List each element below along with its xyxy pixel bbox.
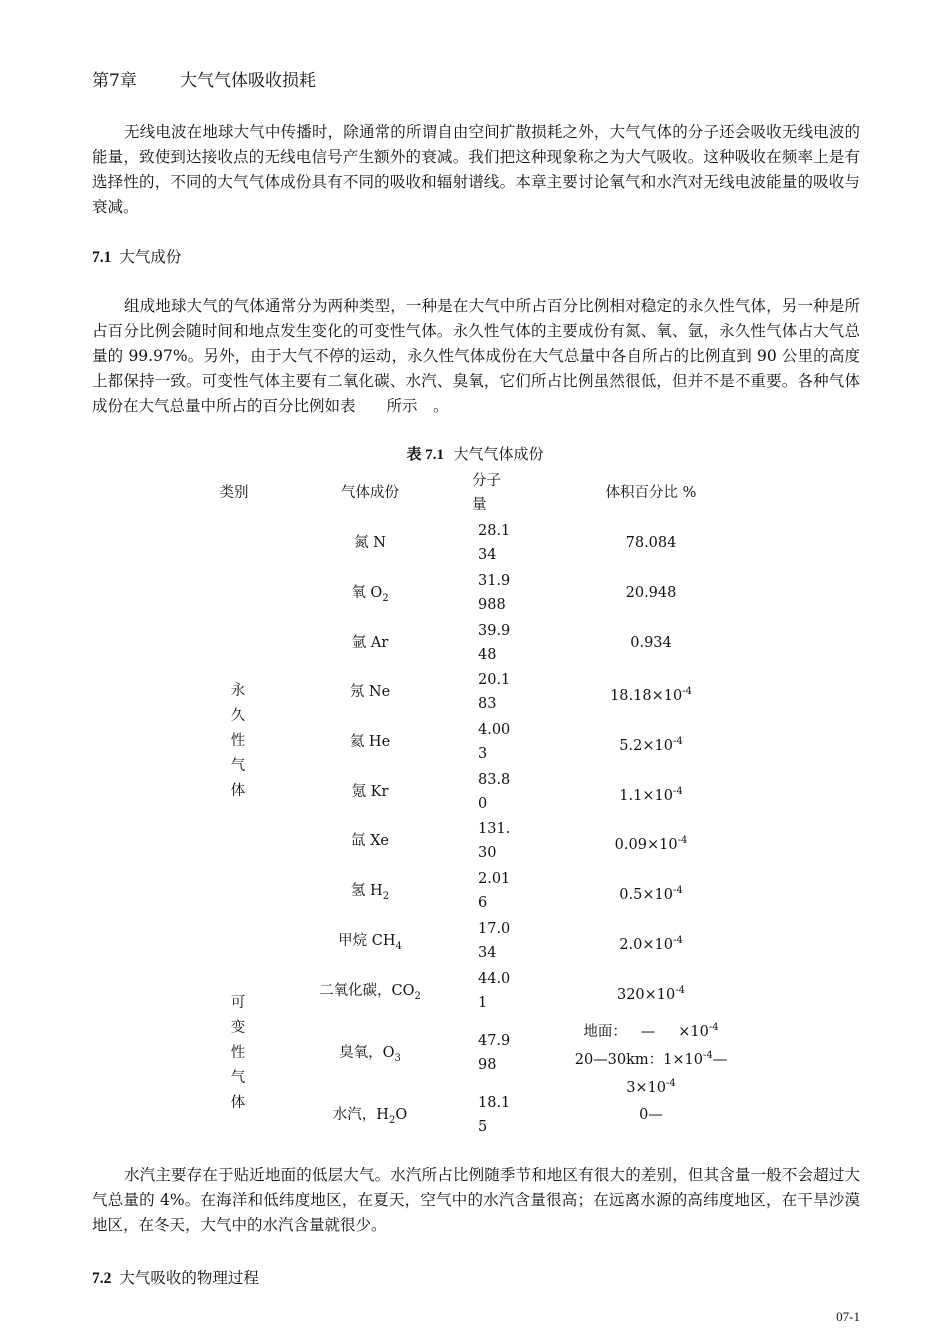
category-variable-gases — [226, 991, 250, 1116]
mol-xenon: 131.30 — [478, 821, 511, 861]
mol-ozone: 47.998 — [478, 1033, 511, 1073]
mol-krypton: 83.80 — [478, 772, 511, 812]
section-title: 大气吸收的物理过程 — [119, 1269, 259, 1287]
gas-carbon-dioxide: 二氧化碳，$CO_2$ — [319, 983, 421, 1002]
chapter-title: 大气气体吸收损耗 — [180, 71, 316, 91]
vol-carbon-dioxide: $320\times 10^{-4}$ — [616, 985, 686, 1003]
section-number: 7.1 — [92, 249, 112, 266]
category-char: 气 — [230, 758, 246, 774]
gas-ozone: 臭氧，$O_3$ — [339, 1045, 401, 1064]
water-vapour-paragraph: 水汽主要存在于贴近地面的低层大气。水汽所占比例随季节和地区有很大的差别，但其含量一般不会超过大气总量的 4%。在海洋和低纬度地区，在夏天，空气中的水汽含量很高；在远离水源的高纬度地区，在干旱沙漠地区，在冬天，大气中的水汽含量就很少。 — [92, 1166, 860, 1234]
vol-nitrogen: 78.084 — [625, 535, 677, 551]
category-char: 久 — [230, 708, 246, 724]
category-char: 永 — [230, 683, 246, 699]
header-category: 类别 — [219, 485, 249, 501]
gas-xenon: 氙 Xe — [350, 833, 389, 849]
vol-oxygen: 20.948 — [625, 585, 677, 601]
vol-hydrogen: $0.5\times 10^{-4}$ — [619, 885, 683, 903]
category-char: 性 — [230, 733, 246, 749]
category-char: 变 — [230, 1020, 246, 1036]
mol-oxygen: 31.9988 — [478, 573, 511, 613]
mol-nitrogen: 28.134 — [478, 523, 511, 563]
chapter-heading — [92, 66, 316, 91]
category-char: 气 — [230, 1070, 246, 1086]
gas-hydrogen: 氢 $H_2$ — [350, 883, 390, 902]
table-caption — [0, 443, 950, 464]
vol-helium: $5.2\times 10^{-4}$ — [619, 736, 683, 754]
section-heading-7-1 — [92, 245, 181, 267]
vol-argon: 0.934 — [630, 635, 672, 651]
header-gas: 气体成份 — [341, 485, 399, 501]
mol-carbon-dioxide: 44.01 — [478, 971, 511, 1011]
gas-argon: 氩 Ar — [351, 635, 389, 651]
mol-helium: 4.003 — [478, 722, 511, 762]
mol-neon: 20.183 — [478, 672, 511, 712]
section-title: 大气成份 — [119, 248, 182, 266]
category-permanent-gases — [226, 679, 250, 804]
table-caption-title: 大气气体成份 — [453, 445, 544, 463]
vol-ozone-note — [560, 1016, 742, 1099]
gas-krypton: 氪 Kr — [351, 784, 389, 800]
mol-argon: 39.948 — [478, 623, 511, 663]
vol-krypton: $1.1\times 10^{-4}$ — [619, 786, 683, 804]
gas-oxygen: 氧 $O_2$ — [351, 585, 389, 604]
gas-water-vapour: 水汽，$H_2O$ — [332, 1107, 408, 1126]
category-char: 性 — [230, 1045, 246, 1061]
category-char: 体 — [230, 783, 246, 799]
section-heading-7-2 — [92, 1266, 259, 1288]
header-volume-percent: 体积百分比 % — [605, 485, 697, 501]
ozone-note-line1: 地面： — $\times 10^{-4}$ — [583, 1022, 719, 1040]
chapter-number: 第7章 — [92, 71, 137, 91]
gas-methane: 甲烷 $CH_4$ — [338, 933, 402, 952]
category-char: 体 — [230, 1095, 246, 1111]
mol-methane: 17.034 — [478, 921, 511, 961]
page-number: 07-1 — [836, 1309, 860, 1324]
gas-helium: 氦 He — [349, 734, 391, 750]
vol-xenon: $0.09\times 10^{-4}$ — [614, 835, 688, 853]
header-molecular-weight: 分子量 — [472, 473, 501, 513]
vol-methane: $2.0\times 10^{-4}$ — [619, 935, 683, 953]
ozone-note-line3: $3\times 10^{-4}$ — [626, 1077, 676, 1096]
ozone-note-line2: 20—30km：$1\times 10^{-4}—$ — [574, 1049, 728, 1068]
gas-nitrogen: 氮 N — [354, 535, 386, 551]
category-char: 可 — [230, 995, 246, 1011]
table-caption-number: 表 7.1 — [406, 447, 444, 463]
vol-neon: $18.18\times 10^{-4}$ — [610, 686, 692, 704]
section-paragraph: 组成地球大气的气体通常分为两种类型，一种是在大气中所占百分比例相对稳定的永久性气体，另一种是所占百分比例会随时间和地点发生变化的可变性气体。永久性气体的主要成份有氮、氧、氩，永久性气体占大气总量的 99.97%。另外，由于大气不停的运动，永久性气体成份在大气总量中各自所占的比例直到 90 公里的高度上都保持一致。可变性气体主要有二氧化碳、水汽、臭氧，它们所占比例虽然很低，但并不是不重要。各种气体成份在大气总量中所占的百分比例如表 所示 。 — [92, 297, 860, 415]
vol-water-vapour: 0— — [639, 1107, 663, 1123]
intro-paragraph: 无线电波在地球大气中传播时，除通常的所谓自由空间扩散损耗之外，大气气体的分子还会吸收无线电波的能量，致使到达接收点的无线电信号产生额外的衰减。我们把这种现象称之为大气吸收。这种吸收在频率上是有选择性的，不同的大气气体成份具有不同的吸收和辐射谱线。本章主要讨论氧气和水汽对无线电波能量的吸收与衰减。 — [92, 123, 860, 216]
gas-neon: 氖 Ne — [349, 684, 391, 700]
mol-hydrogen: 2.016 — [478, 871, 511, 911]
section-number: 7.2 — [92, 1270, 112, 1287]
mol-water-vapour: 18.15 — [478, 1095, 511, 1135]
